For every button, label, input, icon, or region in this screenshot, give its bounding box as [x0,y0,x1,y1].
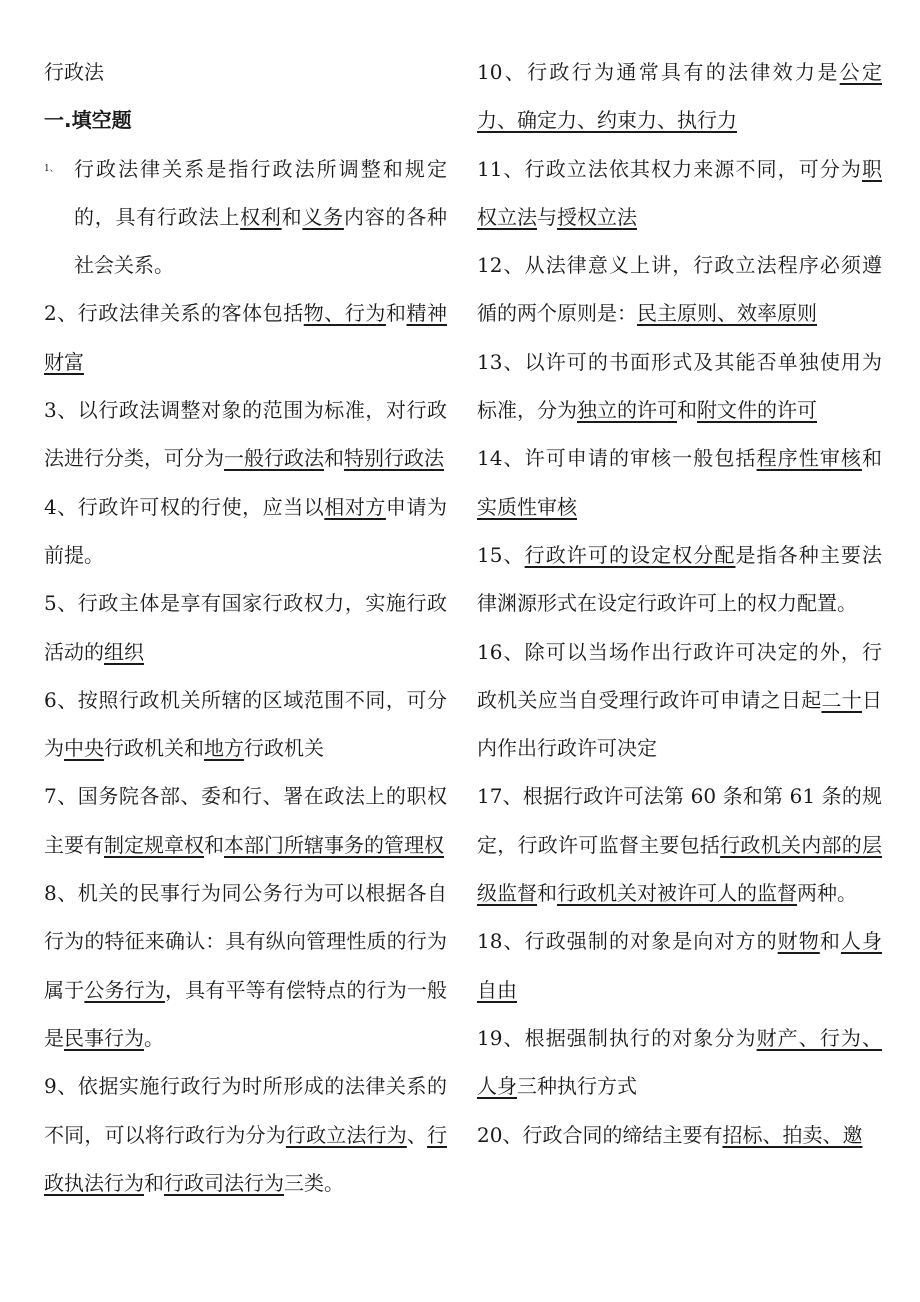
question-17 [477,772,882,917]
answer-blank: 民主原则、效率原则 [637,301,817,326]
answer-blank: 制定规章权 [104,832,204,857]
answer-blank: 程序性审核 [756,446,863,471]
question-text: 内容的各种社会关系。 [74,204,448,278]
question-3 [44,386,447,483]
question-6 [44,676,447,773]
question-13 [477,338,882,435]
question-text: 两种。 [797,881,857,906]
answer-blank: 职权立法 [477,156,882,229]
question-text: 5、行政主体是享有国家行政权力，实施行政活动的 [44,591,447,664]
question-text: 15、 [477,542,525,567]
question-text: 14、许可申请的审核一般包括 [477,446,757,471]
question-text: 、 [406,1122,428,1147]
right-column [477,48,882,1159]
question-text: 6、按照行政机关所辖的区域范围不同，可分为 [44,687,447,761]
answer-blank: 权利 [240,204,282,229]
answer-blank: 地方 [204,736,244,761]
question-text: 和 [281,204,303,229]
answer-blank: 授权立法 [557,204,637,229]
question-text: 和 [537,881,557,906]
question-text: 4、行政许可权的行使，应当以 [44,494,325,519]
question-text: ，具有平等有偿特点的行为一般是 [44,977,448,1050]
question-20 [477,1111,882,1159]
answer-blank: 一般行政法 [224,446,324,471]
answer-blank: 物、行为 [303,301,386,326]
question-14 [477,434,882,531]
answer-blank: 二十 [821,687,863,712]
question-text: 10、行政行为通常具有的法律效力是 [477,60,840,84]
question-text: 和 [677,398,697,423]
answer-blank: 组织 [104,639,144,664]
section-heading: 一.填空题 [44,108,132,133]
question-text: 申请为前提。 [44,494,448,567]
question-text: 与 [537,204,557,229]
answer-blank: 招标、拍卖、邀 [722,1122,863,1147]
question-text: 16、除可以当场作出行政许可决定的外，行政机关应当自受理行政许可申请之日起 [477,639,882,712]
question-text: 3、以行政法调整对象的范围为标准，对行政法进行分类，可分为 [44,398,447,471]
question-text: 20、行政合同的缔结主要有 [477,1122,723,1147]
question-text: 。 [144,1025,164,1050]
question-text: 日内作出行政许可决定 [477,687,883,761]
question-text: 和 [862,446,883,471]
question-11 [477,145,882,242]
question-9 [44,1062,447,1207]
question-text: 行政机关和 [104,736,204,761]
question-text: 行政法律关系是指行政法所调整和规定的，具有行政法上 [74,156,447,229]
question-1 [44,145,447,290]
question-text: 和 [819,929,841,954]
question-text: 和 [144,1170,164,1195]
answer-blank: 人身自由 [477,929,883,1002]
question-18 [477,917,882,1014]
question-text: 18、行政强制的对象是向对方的 [477,929,778,954]
answer-blank: 附文件的许可 [697,398,817,423]
answer-blank: 财产、行为、人身 [477,1025,883,1099]
answer-blank: 行政许可的设定权分配 [524,542,736,567]
question-2 [44,289,447,386]
answer-blank: 实质性审核 [477,494,577,519]
question-text: 和 [385,301,407,326]
question-text: 和 [204,832,224,857]
answer-blank: 相对方 [324,494,386,519]
question-text: 8、机关的民事行为同公务行为可以根据各自行为的特征来确认：具有纵向管理性质的行为属于 [44,881,447,1002]
question-text: 三类。 [284,1170,344,1195]
answer-blank: 特别行政法 [344,446,444,471]
question-7 [44,772,447,869]
document-title: 行政法 [44,60,104,84]
answer-blank: 精神财富 [44,301,448,374]
question-text: 17、根据行政许可法第 60 条和第 61 条的规定，行政许可监督主要包括 [477,784,882,857]
answer-blank: 行政立法行为 [285,1122,407,1147]
question-5 [44,579,447,676]
question-text: 行政机关 [244,736,324,761]
question-text: 11、行政立法依其权力来源不同，可分为 [477,156,862,181]
question-10 [477,48,882,145]
question-text: 2、行政法律关系的客体包括 [44,301,304,326]
question-text: 和 [324,446,344,471]
question-text: 7、国务院各部、委和行、署在政法上的职权主要有 [44,784,447,857]
answer-blank: 行政机关内部的层级监督 [477,832,883,906]
answer-blank: 义务 [302,204,344,229]
question-text: 12、从法律意义上讲，行政立法程序必须遵循的两个原则是： [477,253,882,326]
answer-blank: 独立的许可 [577,398,677,423]
question-number: 1、 [44,163,59,174]
answer-blank: 财物 [777,929,820,954]
question-16 [477,628,882,773]
answer-blank: 行政机关对被许可人的监督 [557,881,797,906]
question-4 [44,483,447,580]
answer-blank: 行政司法行为 [164,1170,284,1195]
answer-blank: 本部门所辖事务的管理权 [224,832,444,857]
question-8 [44,869,447,1062]
answer-blank: 公务行为 [84,977,165,1002]
question-text: 三种执行方式 [517,1074,637,1099]
answer-blank: 行政执法行为 [44,1122,448,1195]
answer-blank: 中央 [64,736,104,761]
question-19 [477,1014,882,1111]
left-column [44,48,447,1207]
answer-blank: 公定力、确定力、约束力、执行力 [477,60,882,133]
question-text: 9、依据实施行政行为时所形成的法律关系的不同，可以将行政行为分为 [44,1074,447,1147]
answer-blank: 民事行为 [64,1025,144,1050]
question-text: 13、以许可的书面形式及其能否单独使用为标准，分为 [477,349,882,423]
question-15 [477,531,882,628]
question-text: 19、根据强制执行的对象分为 [477,1025,757,1050]
question-12 [477,241,882,338]
question-text: 是指各种主要法律渊源形式在设定行政许可上的权力配置。 [477,542,882,616]
